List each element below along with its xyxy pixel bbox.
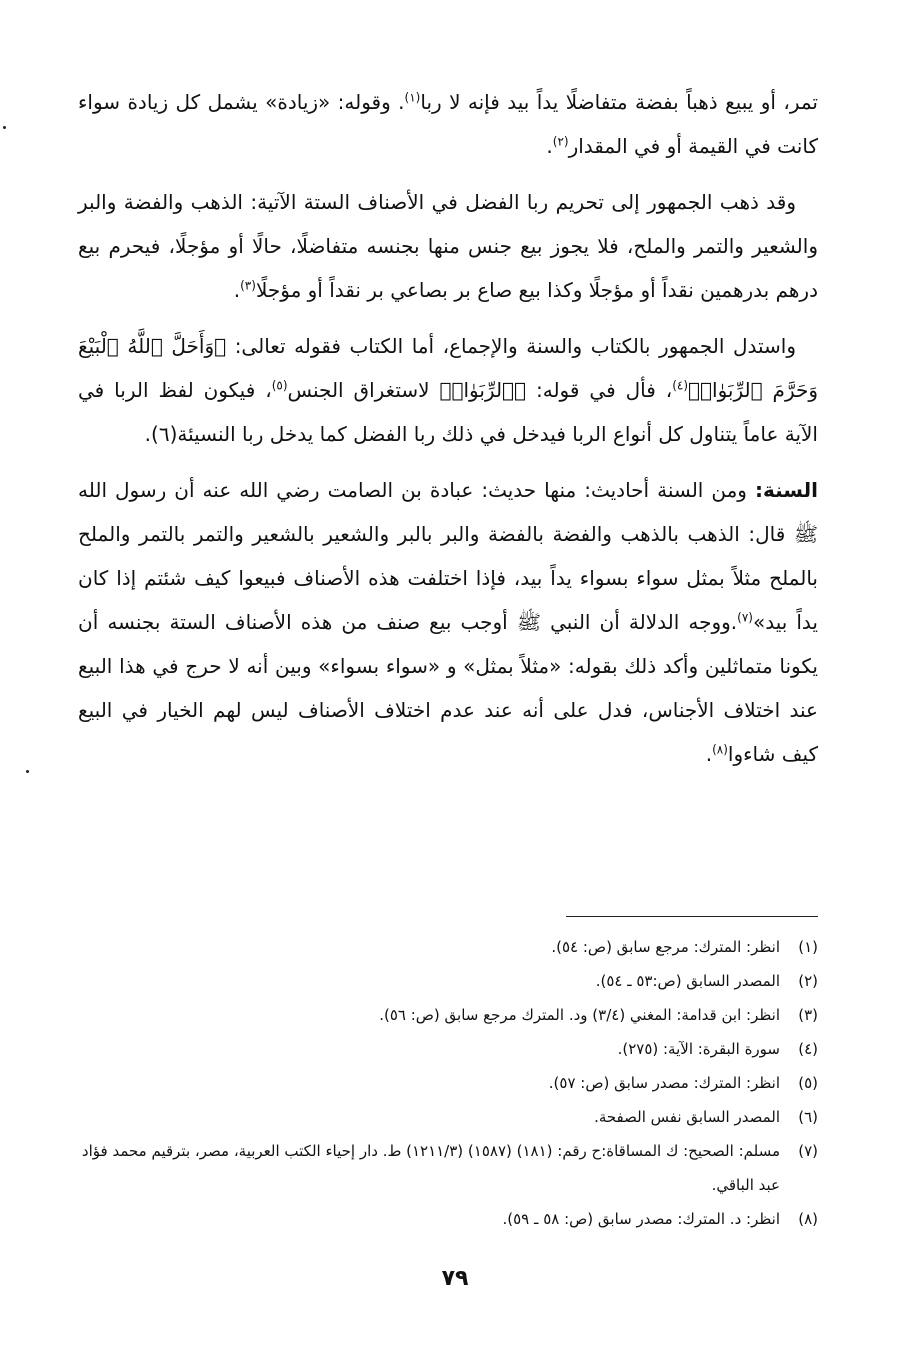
paragraph-1-text: تمر، أو يبيع ذهباً بفضة متفاضلًا يداً بيد فإنه لا ربا — [420, 90, 818, 114]
footnote-ref-3: (٣) — [240, 278, 256, 293]
footnote-number: (٦) — [798, 1108, 818, 1126]
scan-speck — [3, 126, 6, 129]
page-body — [78, 80, 818, 788]
footnote-text: مسلم: الصحيح: ك المساقاة:ح رقم: (١٨١) (١٥٨٧) (١٢١١/٣) ط. دار إحياء الكتب العربية، مصر، بترقيم محمد فؤاد عبد الباقي. — [81, 1142, 780, 1194]
footnote-ref-2: (٢) — [552, 134, 569, 149]
scan-speck — [26, 770, 29, 773]
footnote-8 — [78, 1202, 818, 1236]
paragraph-4-text: ومن السنة أحاديث: منها حديث: عبادة بن الصامت رضي الله عنه أن رسول الله ﷺ قال: الذهب بالذهب والفضة بالفضة والبر بالبر والشعير بالشعير والتمر بالتمر والملح بالملح مثلاً بمثل سواء بسواء يداً بيد، فإذا اختلفت هذه الأصناف فبيعوا كيف شئتم إذا كان يداً بيد» — [78, 478, 818, 634]
footnote-ref-8: (٨) — [712, 742, 728, 757]
paragraph-2 — [78, 180, 818, 312]
paragraph-1-text-3: . — [546, 134, 553, 158]
footnote-number: (٧) — [798, 1142, 818, 1160]
section-lead-sunnah: السنة: — [754, 478, 818, 502]
footnote-2 — [78, 964, 818, 998]
footnote-number: (٢) — [798, 972, 818, 990]
paragraph-1 — [78, 80, 818, 168]
footnote-text: انظر: المترك: مرجع سابق (ص: ٥٤). — [551, 938, 780, 956]
footnote-text: المصدر السابق (ص:٥٣ ـ ٥٤). — [595, 972, 780, 990]
paragraph-2-text: وقد ذهب الجمهور إلى تحريم ربا الفضل في الأصناف الستة الآتية: الذهب والفضة والبر والشعير والتمر والملح، فلا يجوز بيع جنس منها بجنسه متفاضلًا، حالًا أو مؤجلًا، فيحرم بيع درهم بدرهمين نقداً أو مؤجلًا وكذا بيع صاع بر بصاعي بر نقداً أو مؤجلًا — [78, 190, 818, 302]
paragraph-4-text-3: . — [705, 742, 713, 766]
footnote-ref-5: (٥) — [271, 378, 288, 393]
footnote-number: (٤) — [798, 1040, 818, 1058]
footnote-number: (٣) — [798, 1006, 818, 1024]
footnotes — [78, 930, 818, 1236]
paragraph-4 — [78, 468, 818, 776]
footnote-text: انظر: المترك: مصدر سابق (ص: ٥٧). — [548, 1074, 780, 1092]
footnote-text: انظر: د. المترك: مصدر سابق (ص: ٥٨ ـ ٥٩). — [502, 1210, 780, 1228]
footnote-3 — [78, 998, 818, 1032]
paragraph-1-text-2: . وقوله: «زيادة» يشمل كل زيادة سواء كانت في القيمة أو في المقدار — [78, 90, 818, 158]
footnote-text: المصدر السابق نفس الصفحة. — [594, 1108, 780, 1126]
paragraph-3-text-2: ، فأل في قوله: ﴿ٱلرِّبَوٰا۟﴾ لاستغراق الجنس — [287, 378, 673, 402]
paragraph-3-text-3: ، فيكون لفظ الربا في الآية عاماً يتناول كل أنواع الربا فيدخل في ذلك ربا الفضل كما يدخل ربا النسيئة(٦). — [78, 378, 818, 446]
paragraph-3-text: واستدل الجمهور بالكتاب والسنة والإجماع، أما الكتاب فقوله تعالى: ﴿وَأَحَلَّ ٱللَّهُ ٱلْبَيْعَ وَحَرَّمَ ٱلرِّبَوٰا۟﴾ — [78, 334, 818, 402]
footnote-4 — [78, 1032, 818, 1066]
footnote-7 — [78, 1134, 818, 1202]
paragraph-4-text-2: .ووجه الدلالة أن النبي ﷺ أوجب بيع صنف من هذه الأصناف الستة بجنسه أن يكونا متماثلين وأكد ذلك بقوله: «مثلاً بمثل» و «سواء بسواء» وبين أنه لا حرج في هذا البيع عند اختلاف الأجناس، فدل على أنه عند عدم اختلاف الأصناف ليس لهم الخيار في البيع كيف شاءوا — [78, 610, 818, 766]
footnote-text: انظر: ابن قدامة: المغني (٣/٤) ود. المترك مرجع سابق (ص: ٥٦). — [379, 1006, 780, 1024]
footnote-number: (٥) — [798, 1074, 818, 1092]
footnote-separator — [566, 916, 818, 917]
paragraph-3 — [78, 324, 818, 456]
footnote-ref-1: (١) — [404, 90, 421, 105]
footnote-ref-7: (٧) — [737, 610, 753, 625]
footnote-6 — [78, 1100, 818, 1134]
footnote-5 — [78, 1066, 818, 1100]
footnote-text: سورة البقرة: الآية: (٢٧٥). — [617, 1040, 780, 1058]
footnote-number: (١) — [798, 938, 818, 956]
footnote-number: (٨) — [798, 1210, 818, 1228]
page-number: ٧٩ — [441, 1266, 469, 1291]
footnote-1 — [78, 930, 818, 964]
paragraph-2-text-2: . — [233, 278, 241, 302]
footnote-ref-4: (٤) — [672, 378, 689, 393]
